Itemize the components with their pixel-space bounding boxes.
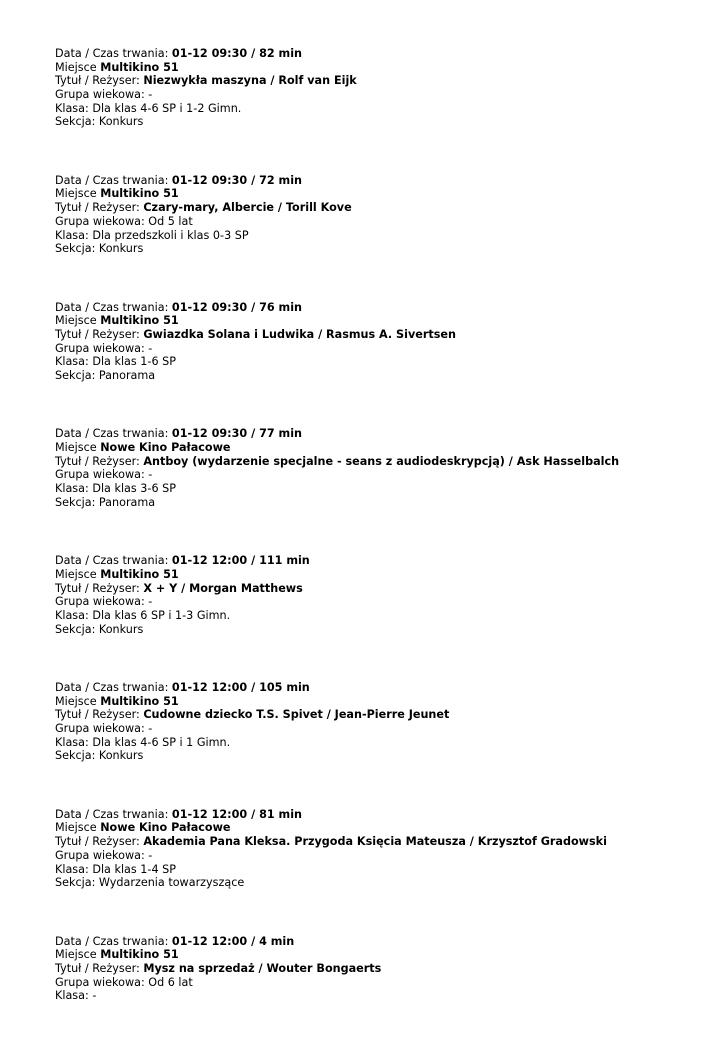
title-director-label: Tytuł / Reżyser:	[55, 581, 140, 595]
title-director-label: Tytuł / Reżyser:	[55, 74, 140, 88]
venue-line	[55, 441, 715, 455]
date-duration-value: 01-12 12:00 / 81 min	[171, 807, 302, 821]
venue-label: Miejsce	[55, 187, 97, 201]
section-line	[55, 876, 715, 890]
venue-value: Multikino 51	[100, 314, 179, 328]
school-class-line	[55, 609, 715, 623]
date-duration-line	[55, 681, 715, 695]
venue-value: Multikino 51	[100, 694, 179, 708]
section-label: Sekcja:	[55, 242, 96, 256]
venue-line	[55, 568, 715, 582]
title-director-line	[55, 201, 715, 215]
title-director-value: Antboy (wydarzenie specjalne - seans z audiodeskrypcją) / Ask Hasselbalch	[143, 454, 620, 468]
age-group-label: Grupa wiekowa:	[55, 341, 145, 355]
date-duration-label: Data / Czas trwania:	[55, 680, 169, 694]
date-duration-value: 01-12 12:00 / 4 min	[171, 934, 295, 948]
date-duration-line	[55, 808, 715, 822]
section-value: Wydarzenia towarzyszące	[98, 876, 245, 890]
venue-value: Nowe Kino Pałacowe	[100, 821, 231, 835]
age-group-line	[55, 215, 715, 229]
screening-entry	[55, 808, 715, 935]
age-group-line	[55, 849, 715, 863]
school-class-label: Klasa:	[55, 735, 89, 749]
section-line	[55, 749, 715, 763]
title-director-label: Tytuł / Reżyser:	[55, 201, 140, 215]
age-group-label: Grupa wiekowa:	[55, 722, 145, 736]
age-group-line	[55, 342, 715, 356]
title-director-value: Niezwykła maszyna / Rolf van Eijk	[143, 74, 357, 88]
school-class-value: Dla klas 6 SP i 1-3 Gimn.	[92, 608, 231, 622]
venue-label: Miejsce	[55, 314, 97, 328]
date-duration-label: Data / Czas trwania:	[55, 173, 169, 187]
section-line	[55, 496, 715, 510]
screening-entry	[55, 47, 715, 174]
venue-label: Miejsce	[55, 694, 97, 708]
title-director-value: Gwiazdka Solana i Ludwika / Rasmus A. Sivertsen	[143, 327, 456, 341]
section-value: Konkurs	[98, 622, 144, 636]
date-duration-line	[55, 935, 715, 949]
section-label: Sekcja:	[55, 369, 96, 383]
age-group-value: -	[148, 88, 153, 102]
school-class-label: Klasa:	[55, 608, 89, 622]
date-duration-line	[55, 554, 715, 568]
date-duration-value: 01-12 09:30 / 77 min	[171, 427, 302, 441]
school-class-line	[55, 863, 715, 877]
venue-line	[55, 61, 715, 75]
venue-line	[55, 821, 715, 835]
title-director-line	[55, 455, 715, 469]
venue-value: Multikino 51	[100, 60, 179, 74]
age-group-line	[55, 722, 715, 736]
date-duration-line	[55, 427, 715, 441]
school-class-label: Klasa:	[55, 101, 89, 115]
school-class-line	[55, 482, 715, 496]
school-class-value: Dla klas 1-4 SP	[92, 862, 176, 876]
school-class-line	[55, 355, 715, 369]
venue-value: Multikino 51	[100, 567, 179, 581]
title-director-line	[55, 708, 715, 722]
section-label: Sekcja:	[55, 115, 96, 129]
age-group-label: Grupa wiekowa:	[55, 848, 145, 862]
section-value: Panorama	[98, 369, 156, 383]
school-class-line	[55, 229, 715, 243]
venue-label: Miejsce	[55, 60, 97, 74]
date-duration-line	[55, 174, 715, 188]
screening-entry	[55, 301, 715, 428]
venue-line	[55, 187, 715, 201]
age-group-value: Od 5 lat	[148, 214, 193, 228]
age-group-label: Grupa wiekowa:	[55, 975, 145, 989]
date-duration-value: 01-12 09:30 / 76 min	[171, 300, 302, 314]
venue-value: Nowe Kino Pałacowe	[100, 441, 231, 455]
title-director-label: Tytuł / Reżyser:	[55, 708, 140, 722]
section-value: Konkurs	[98, 115, 144, 129]
school-class-line	[55, 102, 715, 116]
section-label: Sekcja:	[55, 876, 96, 890]
school-class-label: Klasa:	[55, 355, 89, 369]
date-duration-line	[55, 47, 715, 61]
title-director-line	[55, 582, 715, 596]
title-director-label: Tytuł / Reżyser:	[55, 327, 140, 341]
section-label: Sekcja:	[55, 622, 96, 636]
age-group-value: Od 6 lat	[148, 975, 193, 989]
age-group-value: -	[148, 722, 153, 736]
school-class-value: -	[92, 989, 97, 1003]
age-group-line	[55, 595, 715, 609]
section-label: Sekcja:	[55, 495, 96, 509]
screening-entry	[55, 427, 715, 554]
school-class-value: Dla klas 4-6 SP i 1-2 Gimn.	[92, 101, 242, 115]
title-director-line	[55, 328, 715, 342]
date-duration-value: 01-12 09:30 / 82 min	[171, 47, 302, 60]
title-director-line	[55, 835, 715, 849]
school-class-value: Dla klas 3-6 SP	[92, 482, 176, 496]
age-group-line	[55, 88, 715, 102]
age-group-label: Grupa wiekowa:	[55, 468, 145, 482]
title-director-label: Tytuł / Reżyser:	[55, 454, 140, 468]
section-line	[55, 242, 715, 256]
date-duration-label: Data / Czas trwania:	[55, 300, 169, 314]
school-class-line	[55, 989, 715, 1003]
venue-line	[55, 314, 715, 328]
screening-entry	[55, 174, 715, 301]
school-class-line	[55, 736, 715, 750]
title-director-label: Tytuł / Reżyser:	[55, 961, 140, 975]
section-label: Sekcja:	[55, 749, 96, 763]
school-class-label: Klasa:	[55, 228, 89, 242]
section-line	[55, 115, 715, 129]
school-class-value: Dla klas 1-6 SP	[92, 355, 176, 369]
title-director-value: X + Y / Morgan Matthews	[143, 581, 303, 595]
age-group-line	[55, 468, 715, 482]
screening-entry	[55, 681, 715, 808]
venue-label: Miejsce	[55, 441, 97, 455]
venue-label: Miejsce	[55, 948, 97, 962]
title-director-value: Cudowne dziecko T.S. Spivet / Jean-Pierre Jeunet	[143, 708, 450, 722]
venue-line	[55, 695, 715, 709]
section-value: Konkurs	[98, 749, 144, 763]
age-group-value: -	[148, 595, 153, 609]
age-group-value: -	[148, 848, 153, 862]
date-duration-label: Data / Czas trwania:	[55, 554, 169, 568]
age-group-line	[55, 976, 715, 990]
screening-entry	[55, 935, 715, 1061]
age-group-value: -	[148, 468, 153, 482]
age-group-value: -	[148, 341, 153, 355]
age-group-label: Grupa wiekowa:	[55, 88, 145, 102]
school-class-label: Klasa:	[55, 482, 89, 496]
date-duration-value: 01-12 09:30 / 72 min	[171, 173, 302, 187]
title-director-line	[55, 962, 715, 976]
venue-label: Miejsce	[55, 821, 97, 835]
section-value: Panorama	[98, 495, 156, 509]
date-duration-label: Data / Czas trwania:	[55, 934, 169, 948]
title-director-value: Mysz na sprzedaż / Wouter Bongaerts	[143, 961, 382, 975]
date-duration-label: Data / Czas trwania:	[55, 427, 169, 441]
section-line	[55, 623, 715, 637]
title-director-value: Czary-mary, Albercie / Torill Kove	[143, 201, 352, 215]
school-class-label: Klasa:	[55, 862, 89, 876]
title-director-label: Tytuł / Reżyser:	[55, 835, 140, 849]
screening-list	[55, 47, 715, 1061]
school-class-value: Dla przedszkoli i klas 0-3 SP	[92, 228, 249, 242]
screening-entry	[55, 554, 715, 681]
school-class-value: Dla klas 4-6 SP i 1 Gimn.	[92, 735, 231, 749]
venue-label: Miejsce	[55, 567, 97, 581]
section-value: Konkurs	[98, 242, 144, 256]
date-duration-label: Data / Czas trwania:	[55, 47, 169, 60]
date-duration-line	[55, 301, 715, 315]
venue-line	[55, 948, 715, 962]
venue-value: Multikino 51	[100, 187, 179, 201]
school-class-label: Klasa:	[55, 989, 89, 1003]
age-group-label: Grupa wiekowa:	[55, 214, 145, 228]
date-duration-label: Data / Czas trwania:	[55, 807, 169, 821]
title-director-value: Akademia Pana Kleksa. Przygoda Księcia Mateusza / Krzysztof Gradowski	[143, 835, 607, 849]
date-duration-value: 01-12 12:00 / 105 min	[171, 680, 310, 694]
age-group-label: Grupa wiekowa:	[55, 595, 145, 609]
venue-value: Multikino 51	[100, 948, 179, 962]
title-director-line	[55, 74, 715, 88]
section-line	[55, 369, 715, 383]
date-duration-value: 01-12 12:00 / 111 min	[171, 554, 310, 568]
